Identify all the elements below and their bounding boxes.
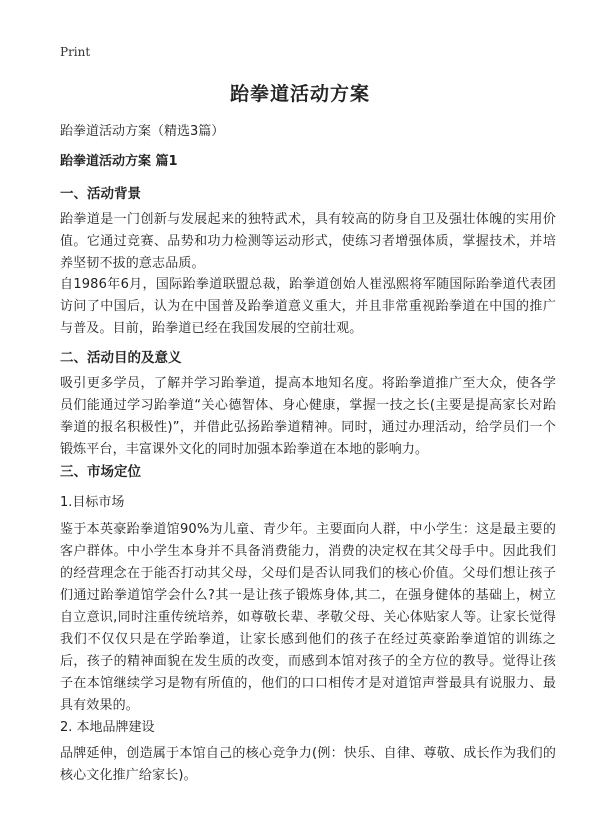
paragraph-background-2: 自1986年6月，国际跆拳道联盟总裁，跆拳道创始人崔泓熙将军随国际跆拳道代表团访问了中国后，认为在中国普及跆拳道意义重大，并且非常重视跆拳道在中国的推广与普及。目前，跆拳道已经在我国发展的空前壮观。	[60, 277, 556, 336]
print-link[interactable]: Print	[60, 45, 91, 59]
subsection-heading-target-market: 1.目标市场	[60, 495, 125, 510]
paragraph-brand: 品牌延伸，创造属于本馆自己的核心竞争力(例：快乐、自律、尊敬、成长作为我们的核心文化推广给家长)。	[60, 746, 556, 783]
paragraph-target-market: 鉴于本英豪跆拳道馆90%为儿童、青少年。主要面向人群，中小学生：这是最主要的客户群体。中小学生本身并不具备消费能力，消费的决定权在其父母手中。因此我们的经营理念在于能否打动其父母，父母们是否认同我们的核心价值。父母们想让孩子们通过跆拳道馆学会什么?其一是让孩子锻炼身体,其二，在强身健体的基础上，树立自立意识,同时注重传统培养，如尊敬长辈、孝敬父母、关心体贴家人等。让家长觉得我们不仅仅只是在学跆拳道，让家长感到他们的孩子在经过英豪跆拳道馆的训练之后，孩子的精神面貌在发生质的改变，而感到本馆对孩子的全方位的教导。觉得让孩子在本馆继续学习是物有所值的，他们的口口相传才是对道馆声誉最具有说服力、最具有效果的。	[60, 522, 556, 713]
article-heading: 跆拳道活动方案 篇1	[60, 154, 178, 169]
subsection-heading-brand: 2. 本地品牌建设	[60, 720, 155, 735]
paragraph-purpose: 吸引更多学员，了解并学习跆拳道，提高本地知名度。将跆拳道推广至大众，使各学员们能通过学习跆拳道“关心德智体、身心健康，掌握一技之长(主要是提高家长对跆拳道的报名积极性)”，并借此弘扬跆拳道精神。同时，通过办理活动，给学员们一个锻炼平台，丰富课外文化的同时加强本跆拳道在本地的影响力。	[60, 376, 556, 457]
document-subtitle: 跆拳道活动方案（精选3篇）	[60, 124, 225, 139]
section-heading-market: 三、市场定位	[60, 464, 141, 480]
section-heading-background: 一、活动背景	[60, 186, 141, 202]
paragraph-background-1: 跆拳道是一门创新与发展起来的独特武术，具有较高的防身自卫及强壮体魄的实用价值。它通过竞赛、品势和功力检测等运动形式，使练习者增强体质，掌握技术，并培养坚韧不拔的意志品质。	[60, 212, 556, 271]
section-heading-purpose: 二、活动目的及意义	[60, 350, 182, 366]
document-title: 跆拳道活动方案	[229, 83, 370, 105]
